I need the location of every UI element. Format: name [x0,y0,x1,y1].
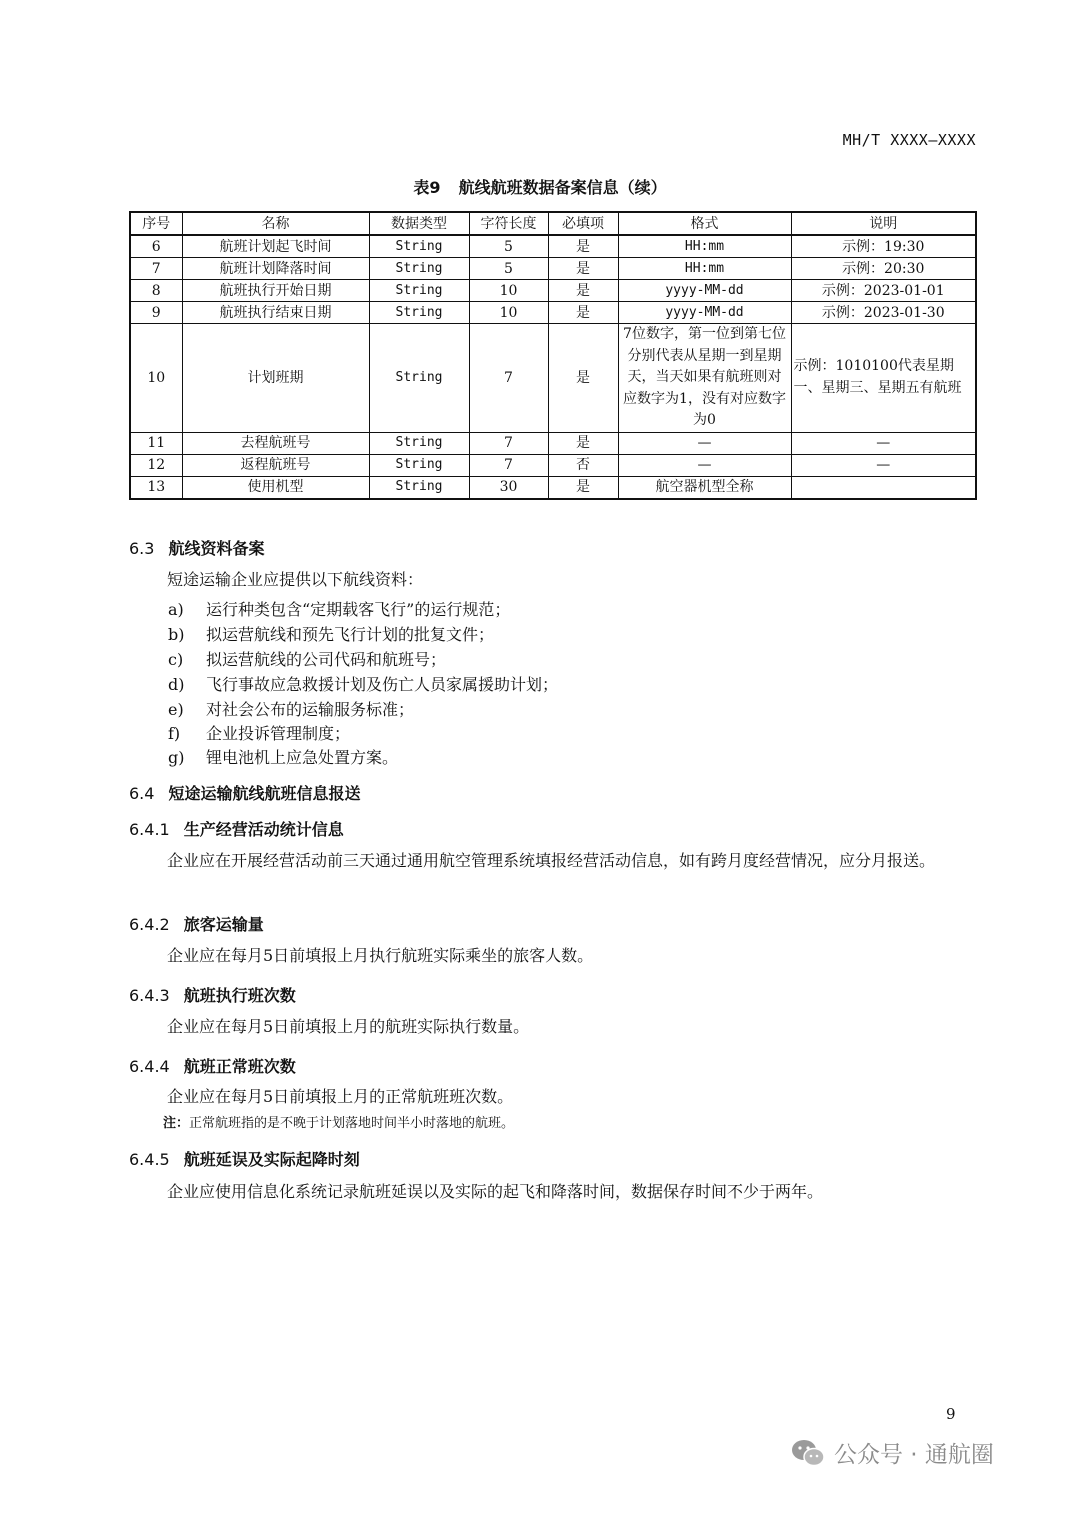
cell-format: — [618,432,791,454]
cell-no: 10 [130,324,182,433]
cell-no: 9 [130,302,182,324]
table-row [130,302,976,324]
cell-no: 8 [130,280,182,302]
cell-format: 航空器机型全称 [618,476,791,499]
cell-format: yyyy-MM-dd [618,302,791,324]
cell-type: String [369,476,469,499]
cell-no: 6 [130,235,182,258]
col-header-name: 名称 [182,212,369,235]
cell-no: 7 [130,258,182,280]
section-number: 6.4.1 [129,820,170,839]
section-title: 短途运输航线航班信息报送 [168,784,361,803]
table-title-text: 航线航班数据备案信息（续） [458,178,667,197]
table-row [130,235,976,258]
wechat-icon [790,1438,826,1468]
cell-required: 是 [548,324,618,433]
cell-desc: — [791,432,976,454]
cell-type: String [369,258,469,280]
flight-data-table [129,211,977,500]
cell-length: 7 [469,324,548,433]
section-heading-6-3 [129,536,264,559]
cell-desc: 示例：19:30 [791,235,976,258]
cell-desc: 示例：2023-01-01 [791,280,976,302]
cell-format: — [618,454,791,476]
cell-length: 7 [469,454,548,476]
cell-required: 是 [548,280,618,302]
section-number: 6.4.3 [129,986,170,1005]
cell-length: 7 [469,432,548,454]
col-header-type: 数据类型 [369,212,469,235]
list-item [168,745,398,768]
table-row [130,454,976,476]
list-item-text: 拟运营航线和预先飞行计划的批复文件； [206,625,495,644]
list-item-label: g) [168,748,185,767]
list-item-text: 飞行事故应急救援计划及伤亡人员家属援助计划； [206,675,559,694]
cell-format: 7位数字，第一位到第七位分别代表从星期一到星期天，当天如果有航班则对应数字为1，没有对应数字为0 [618,324,791,433]
watermark [790,1436,994,1469]
table-title-number: 表9 [413,178,441,197]
list-item-text: 企业投诉管理制度； [206,724,351,743]
cell-length: 10 [469,280,548,302]
note-label: 注： [163,1116,190,1131]
cell-desc: 示例：1010100代表星期一、星期三、星期五有航班 [791,324,976,433]
cell-required: 否 [548,454,618,476]
list-item [168,697,414,720]
cell-length: 10 [469,302,548,324]
table-row [130,280,976,302]
section-6-3-intro: 短途运输企业应提供以下航线资料： [167,570,424,589]
section-title: 航线资料备案 [168,539,265,558]
col-header-length: 字符长度 [469,212,548,235]
section-heading-6-4-1 [129,817,344,840]
col-header-format: 格式 [618,212,791,235]
cell-required: 是 [548,235,618,258]
note [163,1112,514,1131]
cell-desc: 示例：2023-01-30 [791,302,976,324]
cell-name: 计划班期 [182,324,369,433]
list-item [168,622,494,645]
list-item-text: 锂电池机上应急处置方案。 [206,748,399,767]
cell-required: 是 [548,432,618,454]
cell-desc: — [791,454,976,476]
cell-name: 返程航班号 [182,454,369,476]
cell-length: 5 [469,258,548,280]
cell-type: String [369,454,469,476]
table-row [130,432,976,454]
cell-format: HH:mm [618,258,791,280]
cell-desc [791,476,976,499]
cell-type: String [369,280,469,302]
cell-name: 航班执行开始日期 [182,280,369,302]
section-title: 生产经营活动统计信息 [183,820,344,839]
list-item-text: 拟运营航线的公司代码和航班号； [206,650,447,669]
cell-name: 航班计划起飞时间 [182,235,369,258]
cell-type: String [369,235,469,258]
col-header-no: 序号 [130,212,182,235]
list-item-label: d) [168,675,185,694]
cell-type: String [369,324,469,433]
section-title: 旅客运输量 [183,915,264,934]
section-number: 6.4.2 [129,915,170,934]
cell-name: 使用机型 [182,476,369,499]
section-number: 6.4 [129,784,155,803]
cell-no: 11 [130,432,182,454]
cell-required: 是 [548,302,618,324]
section-number: 6.3 [129,539,155,558]
cell-name: 航班计划降落时间 [182,258,369,280]
cell-length: 5 [469,235,548,258]
col-header-desc: 说明 [791,212,976,235]
section-heading-6-4-2 [129,912,264,935]
section-6-4-3-body: 企业应在每月5日前填报上月的航班实际执行数量。 [167,1017,530,1036]
section-6-4-1-body: 企业应在开展经营活动前三天通过通用航空管理系统填报经营活动信息，如有跨月度经营情况，应分月报送。 [167,851,936,870]
section-title: 航班延误及实际起降时刻 [183,1150,360,1169]
section-number: 6.4.5 [129,1150,170,1169]
list-item [168,597,510,620]
cell-no: 13 [130,476,182,499]
section-title: 航班执行班次数 [183,986,296,1005]
watermark-text: 公众号 · 通航圈 [834,1442,994,1468]
table-row [130,324,976,433]
cell-format: HH:mm [618,235,791,258]
standard-code: MH/T XXXX—XXXX [842,131,976,149]
list-item-label: c) [168,650,184,669]
cell-desc: 示例：20:30 [791,258,976,280]
table-row [130,476,976,499]
cell-name: 去程航班号 [182,432,369,454]
page-number: 9 [946,1405,956,1423]
section-6-4-5-body: 企业应使用信息化系统记录航班延误以及实际的起飞和降落时间，数据保存时间不少于两年。 [167,1182,824,1201]
list-item [168,647,446,670]
section-6-4-2-body: 企业应在每月5日前填报上月执行航班实际乘坐的旅客人数。 [167,946,594,965]
list-item-label: f) [168,724,181,743]
section-heading-6-4-5 [129,1147,360,1170]
cell-type: String [369,432,469,454]
cell-type: String [369,302,469,324]
list-item [168,672,558,695]
list-item-text: 运行种类包含“定期载客飞行”的运行规范； [206,600,511,619]
list-item-label: a) [168,600,184,619]
cell-no: 12 [130,454,182,476]
section-heading-6-4 [129,781,360,804]
cell-length: 30 [469,476,548,499]
cell-name: 航班执行结束日期 [182,302,369,324]
note-text: 正常航班指的是不晚于计划落地时间半小时落地的航班。 [189,1116,515,1131]
table-header-row [130,212,976,235]
cell-required: 是 [548,258,618,280]
table-row [130,258,976,280]
cell-required: 是 [548,476,618,499]
section-heading-6-4-3 [129,983,296,1006]
table-title [0,175,1080,198]
section-heading-6-4-4 [129,1054,296,1077]
cell-format: yyyy-MM-dd [618,280,791,302]
section-6-4-4-body: 企业应在每月5日前填报上月的正常航班班次数。 [167,1087,514,1106]
section-title: 航班正常班次数 [183,1057,296,1076]
section-number: 6.4.4 [129,1057,170,1076]
list-item-label: b) [168,625,185,644]
list-item-text: 对社会公布的运输服务标准； [206,700,415,719]
col-header-required: 必填项 [548,212,618,235]
list-item [168,721,350,744]
list-item-label: e) [168,700,184,719]
